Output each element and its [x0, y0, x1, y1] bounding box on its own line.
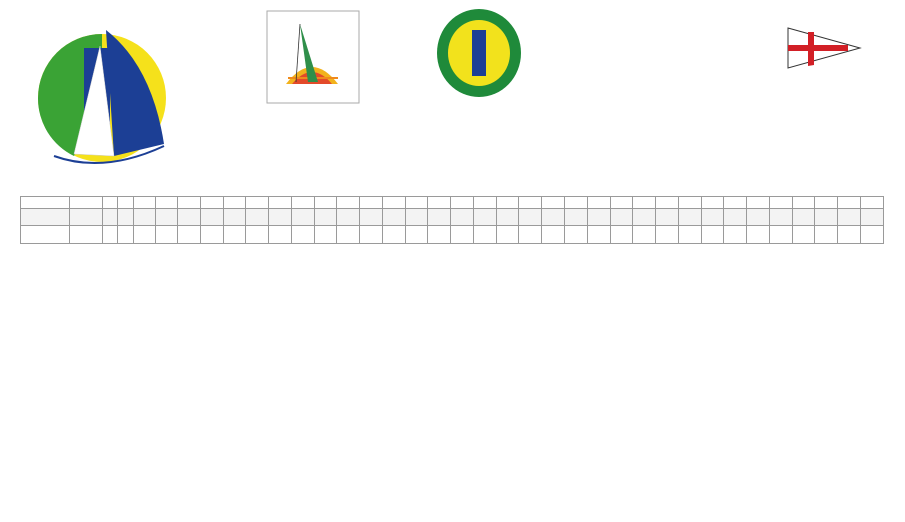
- table-cell-classificacao: [21, 226, 70, 243]
- table-cell-num: [118, 209, 133, 226]
- column-header-r28: [792, 197, 815, 209]
- column-header-nome: [69, 197, 102, 209]
- table-cell-r16: [519, 226, 542, 243]
- table-cell-r26: [747, 209, 770, 226]
- table-cell-r17: [542, 226, 565, 243]
- column-header-r7: [314, 197, 337, 209]
- flag-icon: [786, 26, 862, 70]
- column-header-classificacao: [21, 197, 70, 209]
- table-cell-r7: [314, 209, 337, 226]
- column-header-r30: [838, 197, 861, 209]
- table-cell-r15: [496, 209, 519, 226]
- table-cell-r6: [291, 226, 314, 243]
- table-cell-r30: [838, 226, 861, 243]
- column-header-r27: [769, 197, 792, 209]
- column-header-nett: [155, 197, 177, 209]
- campeonato-brasileiro-logo: [14, 6, 190, 184]
- table-cell-r14: [473, 209, 496, 226]
- abvrc-logo: [266, 10, 360, 104]
- column-header-r10: [382, 197, 405, 209]
- column-header-r14: [473, 197, 496, 209]
- column-header-r21: [633, 197, 656, 209]
- table-cell-r19: [587, 209, 610, 226]
- table-cell-r19: [587, 226, 610, 243]
- column-header-r13: [451, 197, 474, 209]
- column-header-r22: [656, 197, 679, 209]
- column-header-r25: [724, 197, 747, 209]
- table-cell-r13: [451, 226, 474, 243]
- table-cell-r31: [860, 209, 883, 226]
- table-cell-pais: [102, 226, 117, 243]
- table-cell-r14: [473, 226, 496, 243]
- table-cell-r24: [701, 226, 724, 243]
- table-cell-r15: [496, 226, 519, 243]
- column-header-r5: [269, 197, 292, 209]
- table-cell-pais: [102, 209, 117, 226]
- logo-area: [0, 0, 905, 195]
- column-header-r26: [747, 197, 770, 209]
- table-cell-r16: [519, 209, 542, 226]
- table-cell-r23: [678, 209, 701, 226]
- table-cell-r21: [633, 209, 656, 226]
- table-cell-r10: [382, 209, 405, 226]
- table-cell-r30: [838, 209, 861, 226]
- table-cell-r18: [565, 226, 588, 243]
- table-cell-r4: [246, 226, 269, 243]
- table-cell-r8: [337, 209, 360, 226]
- column-header-r4: [246, 197, 269, 209]
- table-cell-nome: [69, 226, 102, 243]
- table-cell-r6: [291, 209, 314, 226]
- table-cell-r28: [792, 209, 815, 226]
- column-header-r6: [291, 197, 314, 209]
- column-header-total: [133, 197, 155, 209]
- table-cell-r10: [382, 226, 405, 243]
- table-cell-r2: [200, 209, 223, 226]
- table-cell-r18: [565, 209, 588, 226]
- table-cell-r25: [724, 209, 747, 226]
- column-header-r20: [610, 197, 633, 209]
- column-header-r29: [815, 197, 838, 209]
- column-header-r11: [405, 197, 428, 209]
- table-cell-r31: [860, 226, 883, 243]
- table-cell-r1: [177, 209, 200, 226]
- table-cell-r22: [656, 209, 679, 226]
- table-cell-r29: [815, 226, 838, 243]
- table-cell-r3: [223, 209, 246, 226]
- column-header-r15: [496, 197, 519, 209]
- table-cell-r13: [451, 209, 474, 226]
- table-cell-r20: [610, 226, 633, 243]
- results-table: [20, 196, 884, 244]
- column-header-r9: [360, 197, 383, 209]
- table-cell-r9: [360, 209, 383, 226]
- table-cell-r23: [678, 226, 701, 243]
- table-body: [21, 209, 884, 244]
- abc-1metro-logo: [436, 8, 522, 98]
- column-header-r19: [587, 197, 610, 209]
- table-cell-nome: [69, 209, 102, 226]
- table-cell-nett: [155, 226, 177, 243]
- table-cell-r1: [177, 226, 200, 243]
- table-cell-r11: [405, 226, 428, 243]
- column-header-r17: [542, 197, 565, 209]
- rio-yacht-club-logo: [610, 22, 864, 82]
- table-cell-r12: [428, 209, 451, 226]
- table-cell-total: [133, 226, 155, 243]
- table-cell-nett: [155, 209, 177, 226]
- table-cell-r5: [269, 209, 292, 226]
- table-cell-num: [118, 226, 133, 243]
- table-cell-r21: [633, 226, 656, 243]
- table-cell-r27: [769, 209, 792, 226]
- table-cell-r8: [337, 226, 360, 243]
- table-cell-r2: [200, 226, 223, 243]
- table-cell-r24: [701, 209, 724, 226]
- column-header-r18: [565, 197, 588, 209]
- table-cell-r4: [246, 209, 269, 226]
- column-header-r23: [678, 197, 701, 209]
- table-cell-classificacao: [21, 209, 70, 226]
- table-header-row: [21, 197, 884, 209]
- table-row: [21, 209, 884, 226]
- table-cell-r25: [724, 226, 747, 243]
- column-header-num: [118, 197, 133, 209]
- table-cell-r12: [428, 226, 451, 243]
- table-cell-r29: [815, 209, 838, 226]
- column-header-r24: [701, 197, 724, 209]
- column-header-r3: [223, 197, 246, 209]
- column-header-r2: [200, 197, 223, 209]
- table-cell-r22: [656, 226, 679, 243]
- table-cell-r9: [360, 226, 383, 243]
- column-header-r8: [337, 197, 360, 209]
- table-cell-r26: [747, 226, 770, 243]
- table-cell-r17: [542, 209, 565, 226]
- column-header-r1: [177, 197, 200, 209]
- table-cell-r7: [314, 226, 337, 243]
- column-header-r12: [428, 197, 451, 209]
- table-cell-r20: [610, 209, 633, 226]
- column-header-pais: [102, 197, 117, 209]
- table-cell-r27: [769, 226, 792, 243]
- table-row: [21, 226, 884, 243]
- table-cell-r11: [405, 209, 428, 226]
- column-header-r31: [860, 197, 883, 209]
- table-cell-r5: [269, 226, 292, 243]
- table-cell-r3: [223, 226, 246, 243]
- table-cell-total: [133, 209, 155, 226]
- table-cell-r28: [792, 226, 815, 243]
- column-header-r16: [519, 197, 542, 209]
